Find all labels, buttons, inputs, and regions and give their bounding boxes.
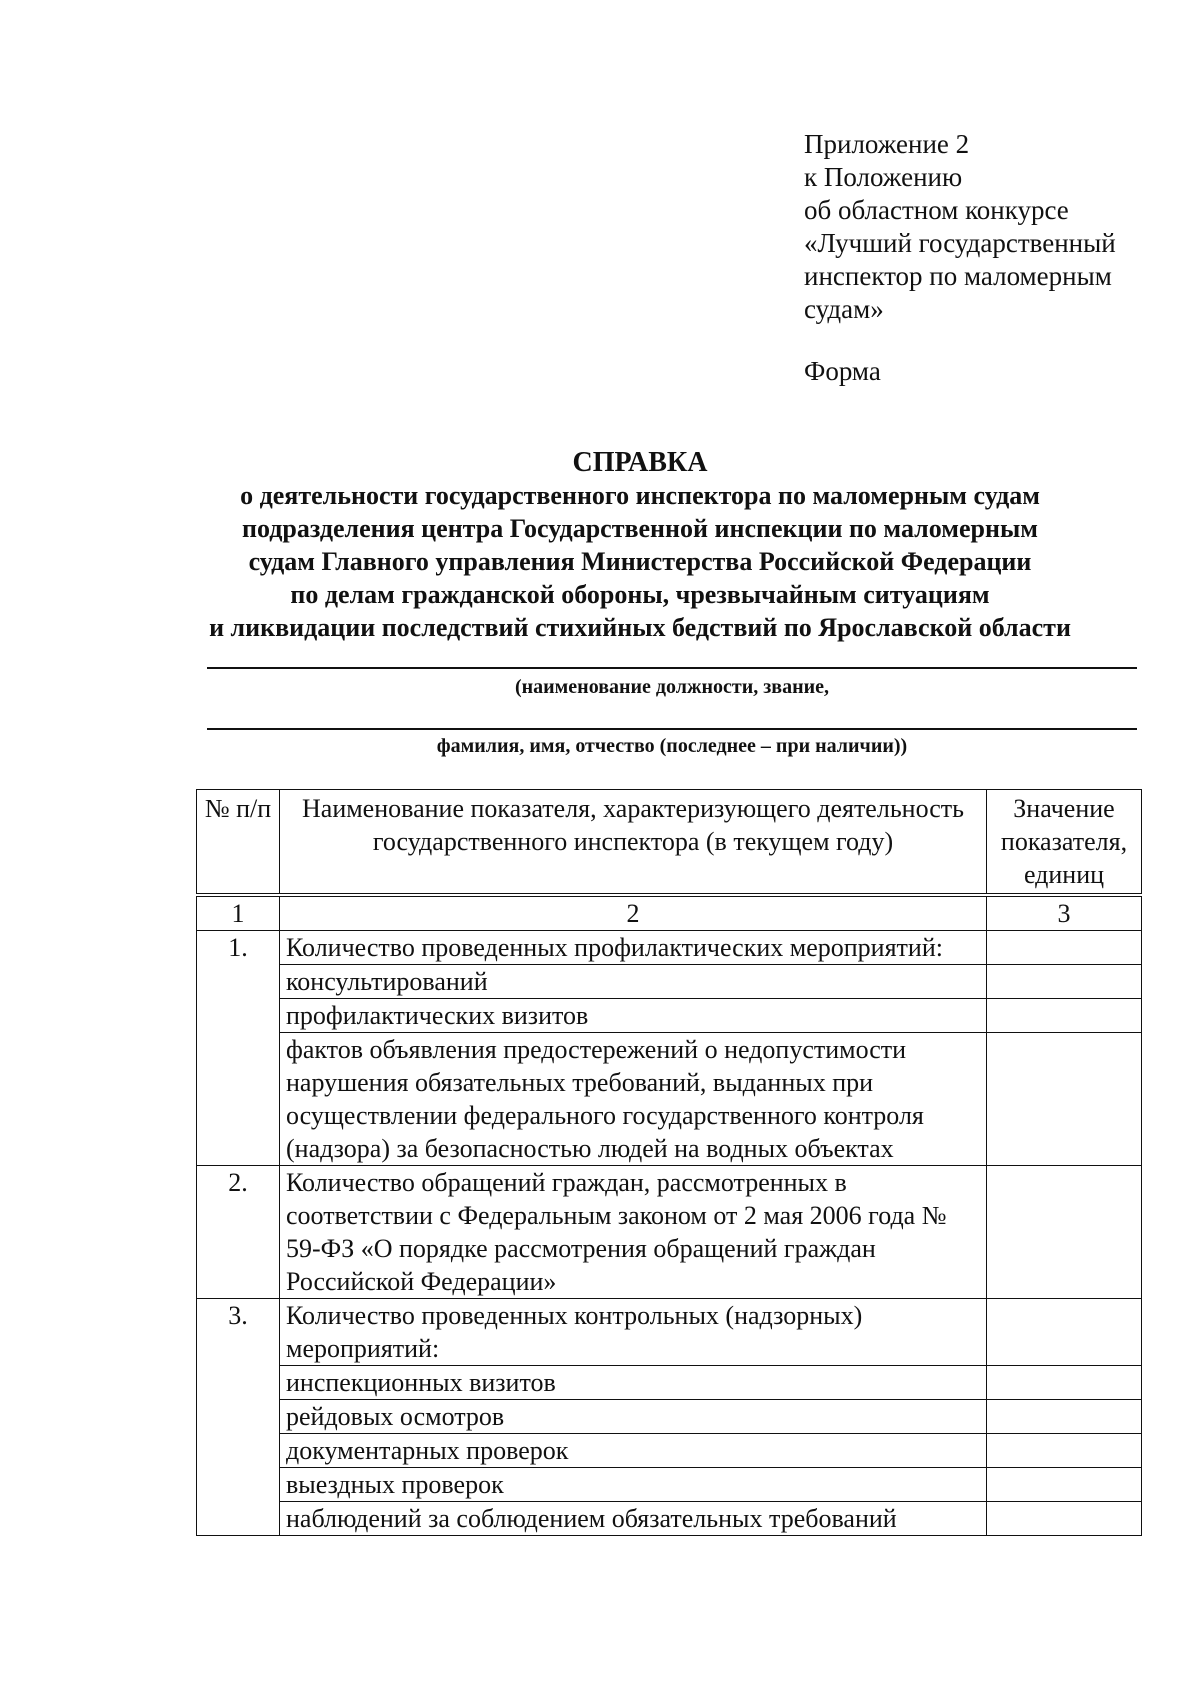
- fill-in-line-position: [207, 667, 1137, 669]
- table-row: [197, 1033, 1142, 1166]
- indicator-name: Количество обращений граждан, рассмотренных в соответствии с Федеральным законом от 2 мая 2006 года № 59-ФЗ «О порядке рассмотрения обращений граждан Российской Федерации»: [280, 1166, 987, 1299]
- table-row: [197, 1468, 1142, 1502]
- indicator-name: профилактических визитов: [280, 999, 987, 1033]
- indicator-value-cell[interactable]: [987, 931, 1142, 965]
- title-line: о деятельности государственного инспектора по маломерным судам: [240, 481, 1040, 510]
- document-title-block: [150, 446, 1130, 644]
- table-row: [197, 1400, 1142, 1434]
- table-row: [197, 1502, 1142, 1536]
- table-row: [197, 931, 1142, 965]
- table-row: [197, 1434, 1142, 1468]
- column-number: 1: [197, 895, 280, 931]
- column-number-row: [197, 895, 1142, 931]
- fill-in-caption-position: (наименование должности, звание,: [514, 676, 830, 698]
- indicator-value-cell[interactable]: [987, 1033, 1142, 1166]
- table-row: [197, 1299, 1142, 1366]
- indicator-value-cell[interactable]: [987, 1502, 1142, 1536]
- form-label: Форма: [804, 356, 881, 386]
- title-line: по делам гражданской обороны, чрезвычайным ситуациям: [290, 580, 990, 609]
- fill-in-line-name: [207, 728, 1137, 730]
- indicator-name: рейдовых осмотров: [280, 1400, 987, 1434]
- title-line: подразделения центра Государственной инспекции по маломерным: [242, 514, 1038, 543]
- indicator-value-cell[interactable]: [987, 965, 1142, 999]
- annex-line: «Лучший государственный: [804, 228, 1116, 258]
- row-number: 1.: [197, 931, 280, 1166]
- title-line: судам Главного управления Министерства Российской Федерации: [248, 547, 1032, 576]
- table-row: [197, 1166, 1142, 1299]
- indicator-name: инспекционных визитов: [280, 1366, 987, 1400]
- indicator-name: Количество проведенных контрольных (надзорных) мероприятий:: [280, 1299, 987, 1366]
- indicator-value-cell[interactable]: [987, 1299, 1142, 1366]
- indicator-name: наблюдений за соблюдением обязательных требований: [280, 1502, 987, 1536]
- indicator-value-cell[interactable]: [987, 999, 1142, 1033]
- table-header-row: [197, 790, 1142, 896]
- annex-header: [804, 128, 1164, 326]
- table-row: [197, 1366, 1142, 1400]
- annex-line: к Положению: [804, 162, 963, 192]
- indicator-name: консультирований: [280, 965, 987, 999]
- indicator-name: документарных проверок: [280, 1434, 987, 1468]
- indicator-name: Количество проведенных профилактических мероприятий:: [280, 931, 987, 965]
- annex-line: судам»: [804, 294, 884, 324]
- indicator-value-cell[interactable]: [987, 1468, 1142, 1502]
- header-num: № п/п: [197, 790, 280, 896]
- row-number: 2.: [197, 1166, 280, 1299]
- annex-line: инспектор по маломерным: [804, 261, 1112, 291]
- indicator-value-cell[interactable]: [987, 1366, 1142, 1400]
- annex-line: Приложение 2: [804, 129, 970, 159]
- indicator-value-cell[interactable]: [987, 1166, 1142, 1299]
- indicator-name: выездных проверок: [280, 1468, 987, 1502]
- document-title: СПРАВКА: [572, 447, 708, 478]
- table-row: [197, 999, 1142, 1033]
- indicator-name: фактов объявления предостережений о недопустимости нарушения обязательных требований, выданных при осуществлении федерального государственного контроля (надзора) за безопасностью людей на водных объектах: [280, 1033, 987, 1166]
- indicator-value-cell[interactable]: [987, 1400, 1142, 1434]
- indicator-value-cell[interactable]: [987, 1434, 1142, 1468]
- table-row: [197, 965, 1142, 999]
- row-number: 3.: [197, 1299, 280, 1536]
- fill-in-caption-name: фамилия, имя, отчество (последнее – при наличии)): [436, 735, 908, 757]
- header-value: Значение показателя, единиц: [987, 790, 1142, 896]
- indicators-table: [196, 789, 1142, 1536]
- title-line: и ликвидации последствий стихийных бедствий по Ярославской области: [209, 613, 1071, 642]
- column-number: 3: [987, 895, 1142, 931]
- column-number: 2: [280, 895, 987, 931]
- annex-line: об областном конкурсе: [804, 195, 1069, 225]
- header-name: Наименование показателя, характеризующего деятельность государственного инспектора (в текущем году): [280, 790, 987, 896]
